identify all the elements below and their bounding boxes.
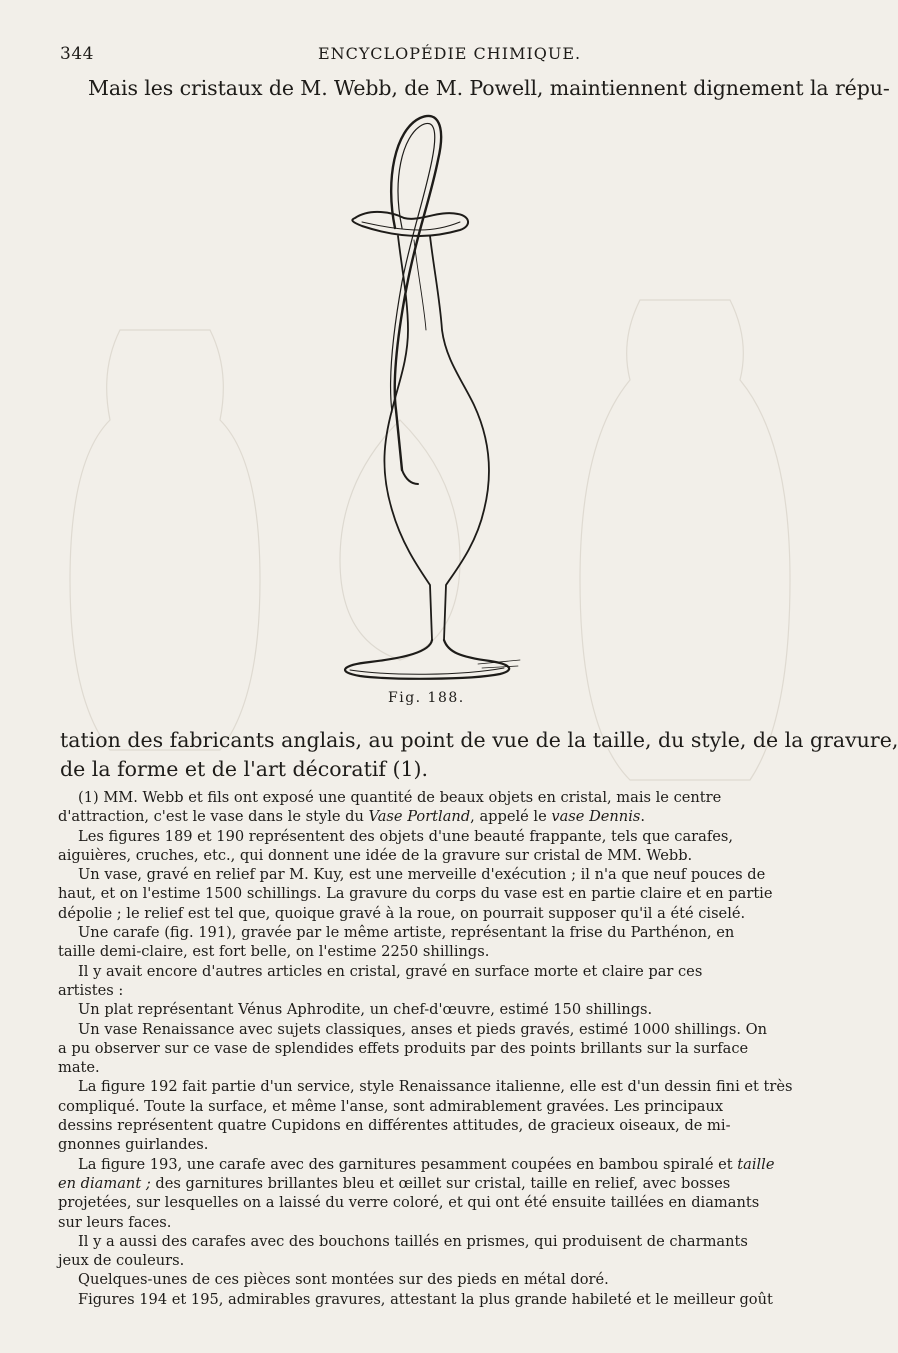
footnote-marker: (1) (78, 789, 99, 806)
lead-line: Mais les cristaux de M. Webb, de M. Powell, maintiennent dignement la répu- (88, 76, 890, 100)
paragraph-other-articles: Il y avait encore d'autres articles en cristal, gravé en surface morte et claire par ces artistes : (58, 962, 703, 999)
paragraph-gilt-feet: Quelques-unes de ces pièces sont montées sur des pieds en métal doré. (78, 1271, 609, 1289)
vase-dennis-title: vase Dennis (551, 808, 641, 826)
paragraph-vase-kuy: Un vase, gravé en relief par M. Kuy, est une merveille d'exécution ; il n'a que neuf pouces de haut, et on l'estime 1500 schillings. La gravure du corps du vase est en partie claire et en partie dépolie ; le relief est tel que, quoique gravé à la roue, on pourrait supposer qu'il a été ciselé. (58, 866, 773, 922)
footnote-body (58, 788, 793, 1309)
continuation-line-2: de la forme et de l'art décoratif (1). (60, 757, 429, 781)
paragraph-venus-plate: Un plat représentant Vénus Aphrodite, un chef-d'œuvre, estimé 150 shillings. (78, 1001, 653, 1019)
paragraph-prism-stoppers: Il y a aussi des carafes avec des bouchons taillés en prismes, qui produisent de charmants jeux de couleurs. (58, 1232, 748, 1270)
paragraph-carafe-191: Une carafe (fig. 191), gravée par le même artiste, représentant la frise du Parthénon, en taille demi-claire, est fort belle, on l'estime 2250 shillings. (58, 924, 735, 961)
vase-portland-title: Vase Portland (368, 808, 471, 826)
paragraph-renaissance-vase: Un vase Renaissance avec sujets classiques, anses et pieds gravés, estimé 1000 shillings. On a pu observer sur ce vase de splendides effets produits par des points brillants sur la surface mate. (58, 1020, 767, 1077)
footnote-line-1: MM. Webb et fils ont exposé une quantité de beaux objets en cristal, mais le centre (103, 789, 722, 806)
paragraph-figures-189-190: Les figures 189 et 190 représentent des objets d'une beauté frappante, tels que carafes, aiguières, cruches, etc., qui donnent une idée de la gravure sur cristal de MM. Webb. (58, 827, 734, 864)
page-number: 344 (60, 44, 94, 64)
figure-caption: Fig. 188. (388, 690, 465, 706)
continuation-paragraph (60, 726, 898, 784)
paragraph-figure-193: La figure 193, une carafe avec des garnitures pesamment coupées en bambou spiralé et taille en diamant ; des garnitures brillantes bleu et œillet sur cristal, taille en relief, avec bosses projetées, sur lesquelles on a laissé du verre coloré, et qui ont été ensuite taillées en diamants sur leurs faces. (58, 1155, 775, 1231)
ewer-illustration-icon (250, 100, 550, 690)
running-title: ENCYCLOPÉDIE CHIMIQUE. (318, 44, 582, 63)
page-header (60, 44, 780, 68)
paragraph-figures-194-195: Figures 194 et 195, admirables gravures, attestant la plus grande habileté et le meilleur goût (78, 1290, 773, 1308)
paragraph-figure-192: La figure 192 fait partie d'un service, style Renaissance italienne, elle est d'un dessin fini et très compliqué. Toute la surface, et même l'anse, sont admirablement gravées. Les principaux dessins représentent quatre Cupidons en différentes attitudes, de gracieux oiseaux, de mi- gnonnes guirlandes. (58, 1078, 793, 1154)
continuation-line-1: tation des fabricants anglais, au point de vue de la taille, du style, de la gravure, (60, 728, 898, 752)
footnote-1: (1) MM. Webb et fils ont exposé une quantité de beaux objets en cristal, mais le centre d'attraction, c'est le vase dans le style du Vase Portland, appelé le vase Dennis. (58, 789, 722, 826)
